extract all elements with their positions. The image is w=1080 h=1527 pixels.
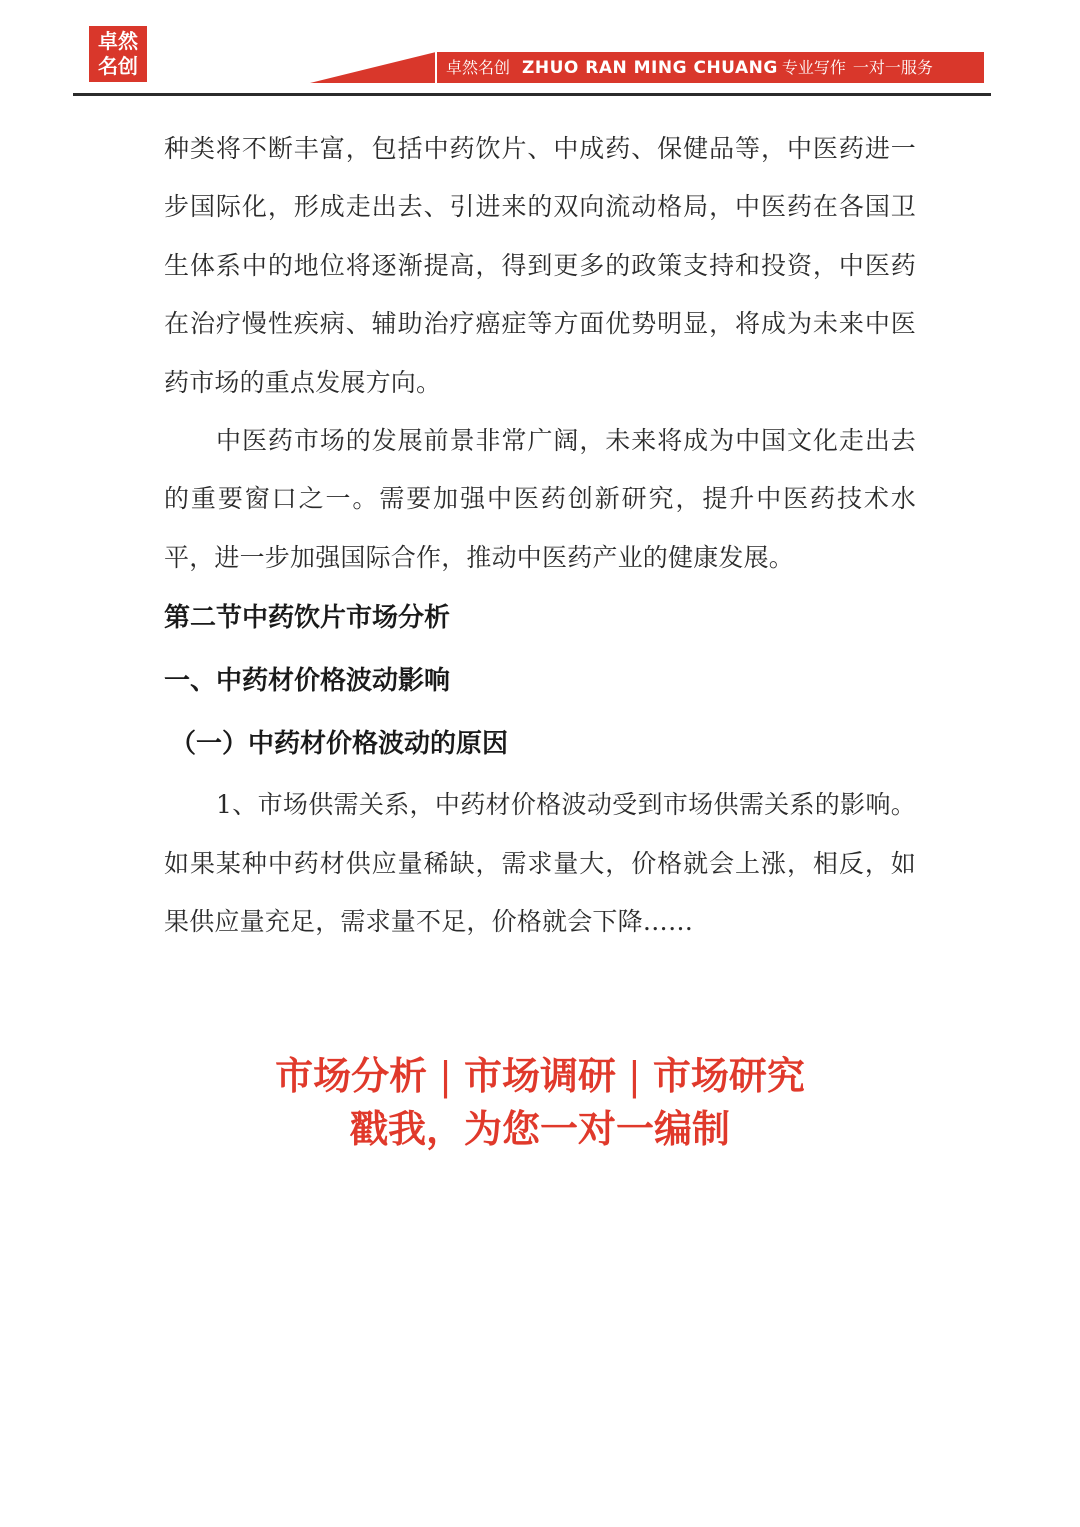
body-paragraph-2: 中医药市场的发展前景非常广阔，未来将成为中国文化走出去的重要窗口之一。需要加强中医药创新研究，提升中医药技术水平，进一步加强国际合作，推动中医药产业的健康发展。 [164,426,916,572]
brand-name-en: ZHUO RAN MING CHUANG [522,58,778,78]
section-heading: 第二节中药饮片市场分析 [164,603,451,634]
promo-item-market-research[interactable]: 市场研究 [652,1054,805,1098]
header-divider [73,93,991,96]
subsubsection-heading: （一）中药材价格波动的原因 [170,729,509,760]
promo-banner[interactable] [0,1050,1080,1156]
promo-line-1[interactable] [0,1050,1080,1103]
logo-line-1: 卓然 [98,29,138,53]
body-paragraph-1: 种类将不断丰富，包括中药饮片、中成药、保健品等，中医药进一步国际化，形成走出去、引进来的双向流动格局，中医药在各国卫生体系中的地位将逐渐提高，得到更多的政策支持和投资，中医药在治疗慢性疾病、辅助治疗癌症等方面优势明显，将成为未来中医药市场的重点发展方向。 [164,134,916,397]
tagline: 专业写作 [781,58,846,77]
subsection-heading: 一、中药材价格波动影响 [164,666,451,697]
promo-separator: | [628,1054,641,1098]
promo-line-2[interactable]: 戳我，为您一对一编制 [349,1107,730,1151]
service-text: 一对一服务 [852,58,933,77]
promo-item-market-survey[interactable]: 市场调研 [463,1054,616,1098]
document-body [164,120,916,951]
brand-name-cn: 卓然名创 [446,58,511,77]
point-paragraph: 1、市场供需关系，中药材价格波动受到市场供需关系的影响。如果某种中药材供应量稀缺，需求量大，价格就会上涨，相反，如果供应量充足，需求量不足，价格就会下降…… [164,790,916,937]
logo-line-2: 名创 [98,54,138,78]
header-banner [310,52,984,83]
header-slogan [446,52,933,83]
promo-item-market-analysis[interactable]: 市场分析 [275,1054,428,1098]
brand-logo [89,26,147,82]
promo-separator: | [439,1054,452,1098]
